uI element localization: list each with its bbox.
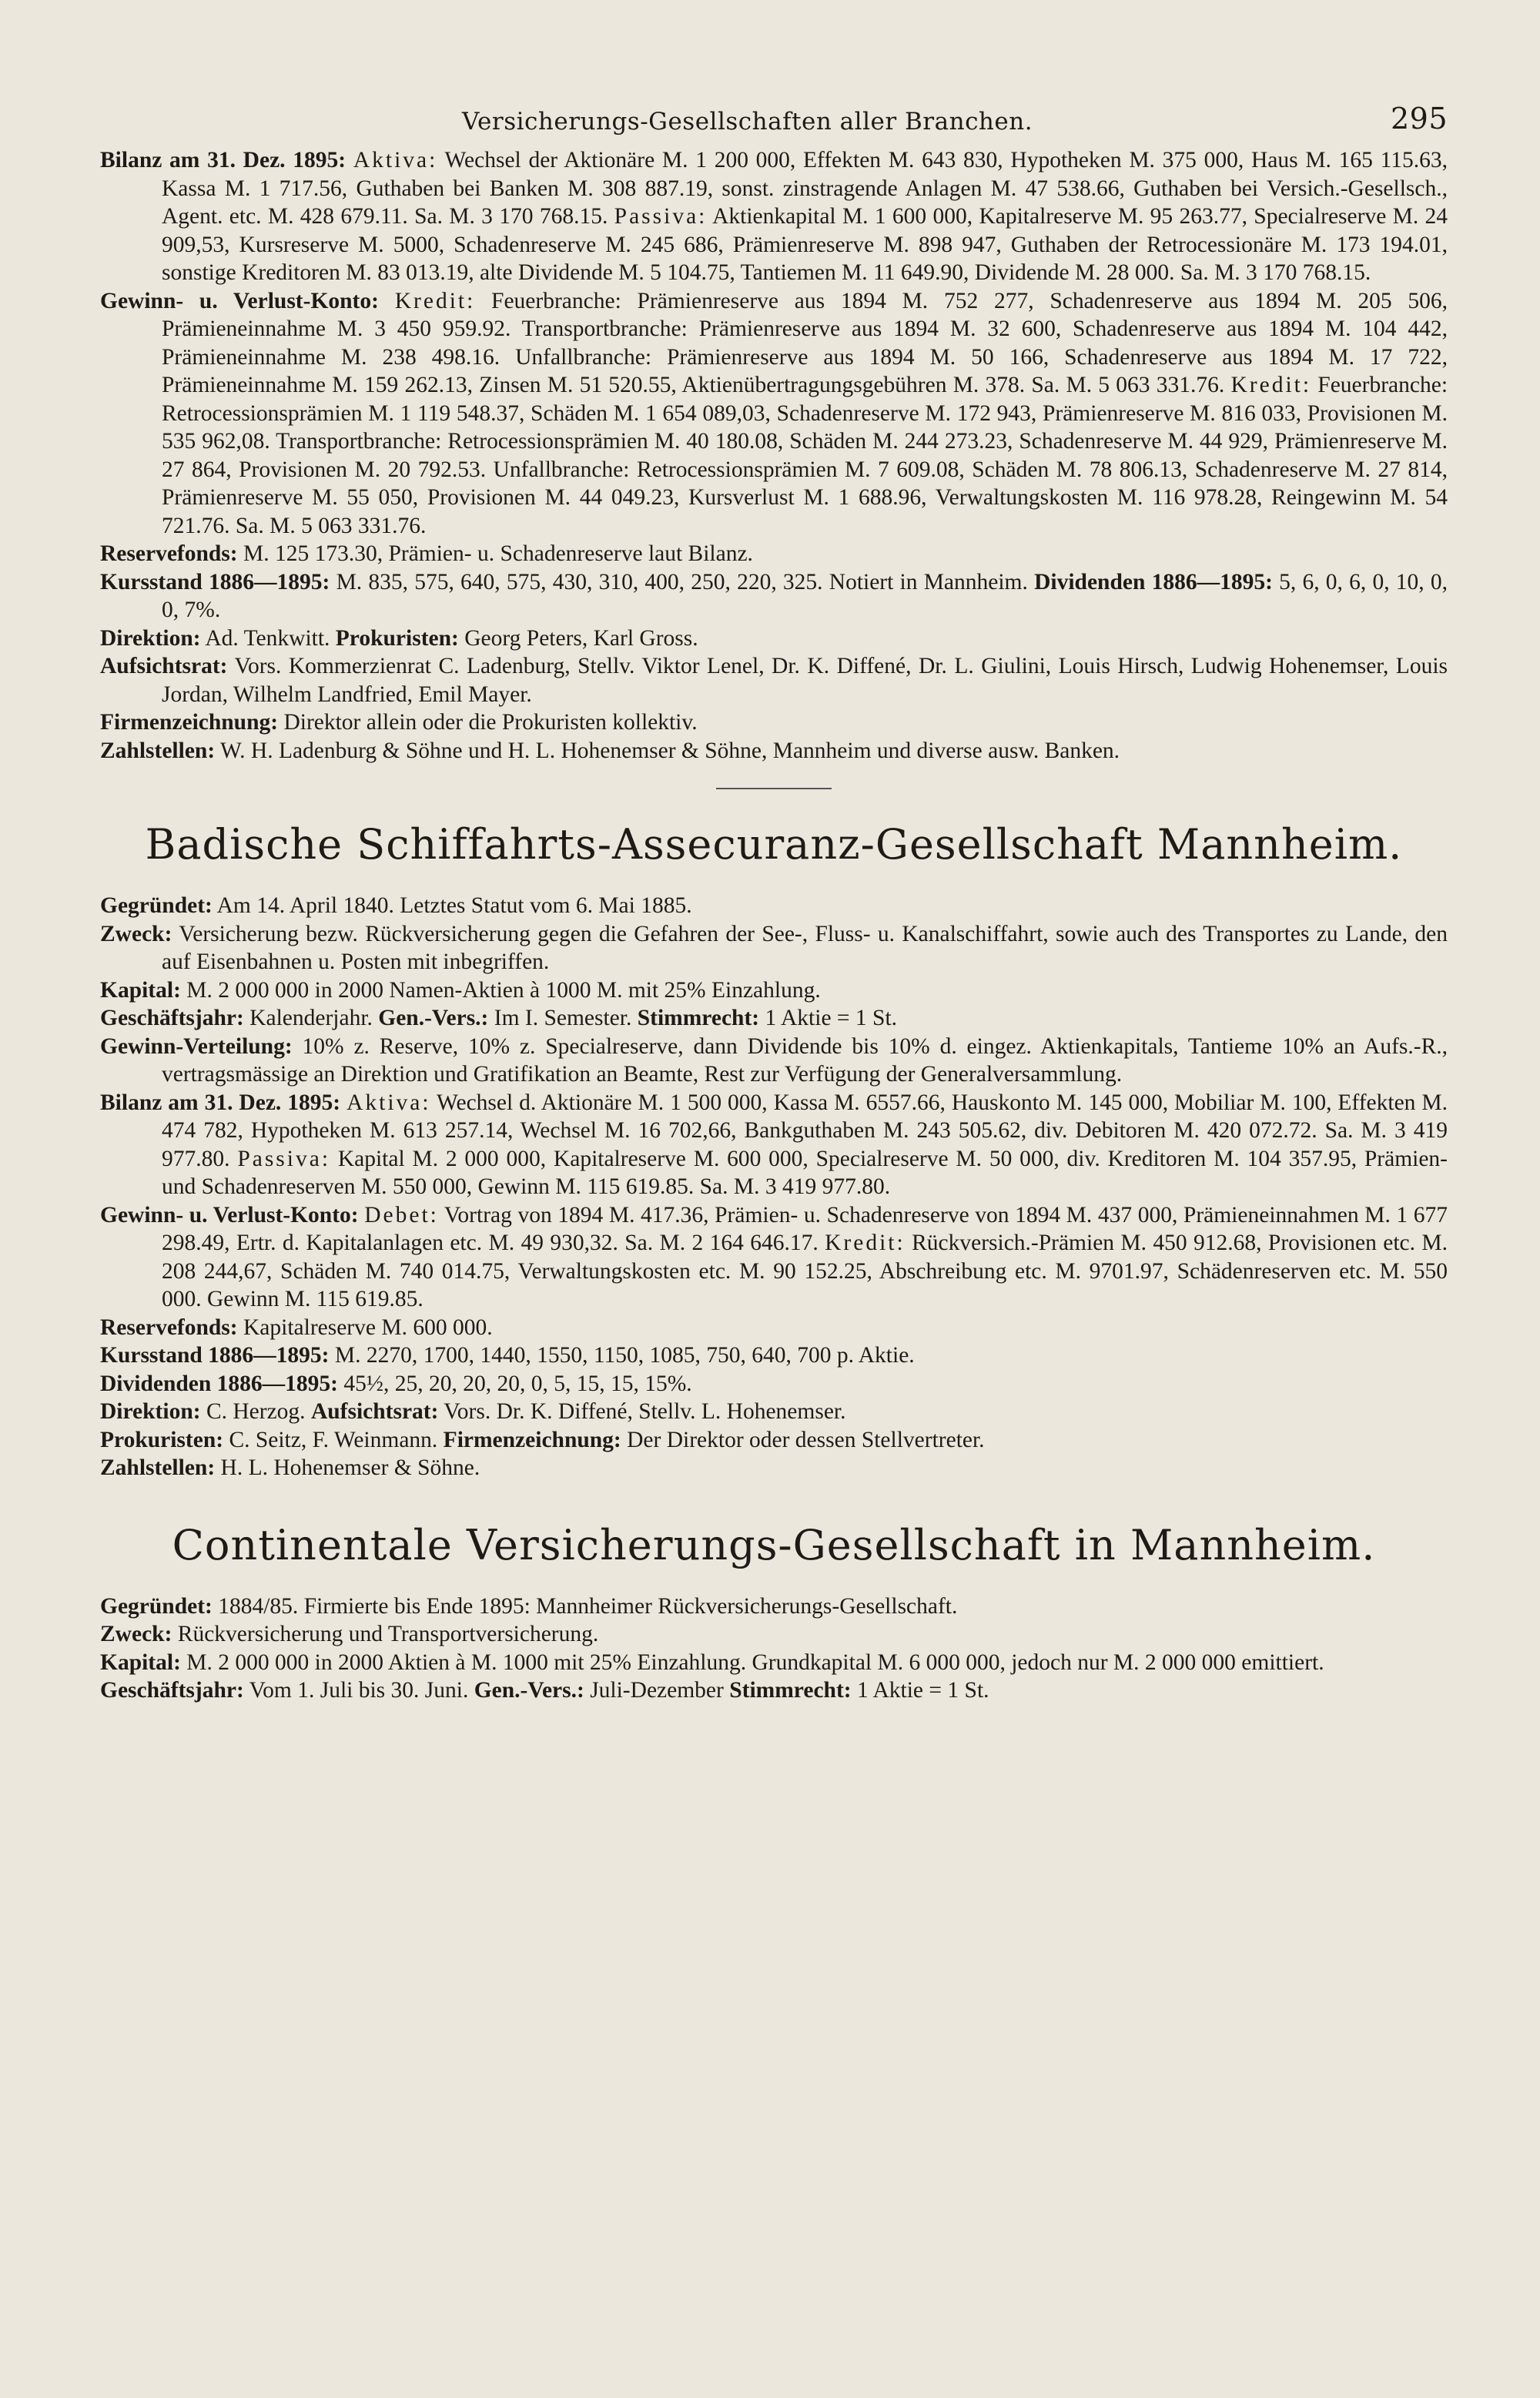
entry-label: Kapital: <box>100 977 181 1003</box>
entry-label: Gewinn- u. Verlust-Konto: <box>100 288 379 313</box>
entry-label: Reservefonds: <box>100 541 238 566</box>
section-2 <box>100 820 1448 1482</box>
firmenzeichnung-label: Firmenzeichnung: <box>443 1427 621 1452</box>
entry-label: Zahlstellen: <box>100 738 216 763</box>
entry-zahlstellen <box>100 1454 1448 1482</box>
passiva-text: Kapital M. 2 000 000, Kapitalreserve M. 600 000, Specialreserve M. 50 000, div. Kreditoren M. 104 357.95, Prämien- und Schadenreserven M. 550 000, Gewinn M. 115 619.85. Sa. M. 3 419 977.80. <box>162 1146 1448 1199</box>
firmenzeichnung-text: Der Direktor oder dessen Stellvertreter. <box>627 1427 985 1452</box>
entry-text: Direktor allein oder die Prokuristen kollektiv. <box>283 710 698 735</box>
entry-text: C. Herzog. <box>206 1399 306 1424</box>
entry-text: M. 2 000 000 in 2000 Aktien à M. 1000 mit 25% Einzahlung. Grundkapital M. 6 000 000, jedoch nur M. 2 000 000 emittiert. <box>186 1649 1324 1675</box>
section-1 <box>100 146 1448 765</box>
entry-zweck <box>100 920 1448 976</box>
entry-text: Vors. Kommerzienrat C. Ladenburg, Stellv. Viktor Lenel, Dr. K. Diffené, Dr. L. Giulini, Louis Hirsch, Ludwig Hohenemser, Louis Jordan, Wilhelm Landfried, Emil Mayer. <box>162 654 1448 707</box>
entry-text: 10% z. Reserve, 10% z. Specialreserve, dann Dividende bis 10% d. eingez. Aktienkapitals, Tantieme 10% an Aufs.-R., vertragsmässige an Direktion und Gratifikation an Beamte, Rest zur Verfügung der Generalversammlung. <box>162 1033 1448 1087</box>
debet-word: Debet: <box>364 1202 439 1227</box>
entry-label: Gewinn- u. Verlust-Konto: <box>100 1202 359 1227</box>
entry-gegruendet <box>100 1593 1448 1621</box>
gen-vers-text: Juli-Dezember <box>590 1678 724 1703</box>
entry-direktion <box>100 1398 1448 1426</box>
debet-text: Vortrag von 1894 M. 417.36, Prämien- u. Schadenreserve von 1894 M. 437 000, Prämieneinnahmen M. 1 677 298.49, Ertr. d. Kapitalanlagen etc. M. 49 930,32. Sa. M. 2 164 646.17. <box>162 1202 1448 1255</box>
aktiva-text: Wechsel d. Aktionäre M. 1 500 000, Kassa M. 6557.66, Hauskonto M. 145 000, Mobiliar M. 100, Effekten M. 474 782, Hypotheken M. 613 257.14, Wechsel M. 16 702,66, Bankguthaben M. 243 505.62, div. Debitoren M. 420 072.72. Sa. M. 3 419 977.80. <box>162 1090 1448 1171</box>
stimmrecht-label: Stimmrecht: <box>729 1678 852 1703</box>
aufsichtsrat-text: Vors. Dr. K. Diffené, Stellv. L. Hohenemser. <box>444 1399 846 1424</box>
running-head-title: Versicherungs-Gesellschaften aller Branchen. <box>462 108 1033 136</box>
entry-text: Vom 1. Juli bis 30. Juni. <box>249 1678 469 1703</box>
entry-aufsichtsrat <box>100 652 1448 708</box>
kredit-word: Kredit: <box>394 288 476 313</box>
entry-text: C. Seitz, F. Weinmann. <box>229 1427 438 1452</box>
prokuristen-label: Prokuristen: <box>335 625 459 651</box>
entry-kapital <box>100 976 1448 1005</box>
entry-label: Kursstand 1886—1895: <box>100 569 330 594</box>
entry-label: Zahlstellen: <box>100 1455 216 1480</box>
entry-label: Bilanz am 31. Dez. 1895: <box>100 1090 341 1115</box>
entry-kursstand <box>100 568 1448 625</box>
gen-vers-label: Gen.-Vers.: <box>378 1006 489 1030</box>
entry-text: Versicherung bezw. Rückversicherung gegen die Gefahren der See-, Fluss- u. Kanalschiffahrt, sowie auch des Transportes zu Lande, den auf Eisenbahnen u. Posten mit inbegriffen. <box>162 921 1448 974</box>
gen-vers-label: Gen.-Vers.: <box>474 1678 584 1703</box>
entry-zahlstellen <box>100 737 1448 765</box>
entry-reservefonds <box>100 540 1448 568</box>
entry-text: Kalenderjahr. <box>249 1006 373 1030</box>
entry-label: Kapital: <box>100 1649 181 1675</box>
kredit-word-2: Kredit: <box>1230 373 1312 397</box>
entry-dividenden <box>100 1370 1448 1398</box>
kredit-word: Kredit: <box>825 1231 906 1255</box>
dividenden-text: 5, 6, 0, 6, 0, 10, 0, 0, 7%. <box>162 569 1448 622</box>
entry-text: 1884/85. Firmierte bis Ende 1895: Mannheimer Rückversicherungs-Gesellschaft. <box>218 1593 958 1619</box>
stimmrecht-text: 1 Aktie = 1 St. <box>856 1678 989 1703</box>
entry-label: Firmenzeichnung: <box>100 710 279 735</box>
stimmrecht-label: Stimmrecht: <box>637 1006 760 1030</box>
aktiva-text: Wechsel der Aktionäre M. 1 200 000, Effekten M. 643 830, Hypotheken M. 375 000, Haus M. 165 115.63, Kassa M. 1 717.56, Guthaben bei Banken M. 308 887.19, sonst. zinstragende Anlagen M. 47 538.66, Guthaben bei Versich.-Gesellsch., Agent. etc. M. 428 679.11. Sa. M. 3 170 768.15. <box>162 148 1448 229</box>
entry-text: M. 835, 575, 640, 575, 430, 310, 400, 250, 220, 325. Notiert in Mannheim. <box>336 569 1028 594</box>
gen-vers-text: Im I. Semester. <box>494 1006 632 1030</box>
entry-gewinnverteilung <box>100 1033 1448 1089</box>
entry-kursstand <box>100 1341 1448 1370</box>
entry-geschaeftsjahr <box>100 1004 1448 1033</box>
entry-gewinn <box>100 1201 1448 1314</box>
entry-text: 45½, 25, 20, 20, 20, 0, 5, 15, 15, 15%. <box>343 1371 692 1396</box>
kredit-text: Rückversich.-Prämien M. 450 912.68, Provisionen etc. M. 208 244,67, Schäden M. 740 014.75, Verwaltungskosten etc. M. 90 152.25, Abschreibung etc. M. 9701.97, Schädenreserven etc. M. 550 000. Gewinn M. 115 619.85. <box>162 1231 1448 1311</box>
stimmrecht-text: 1 Aktie = 1 St. <box>765 1006 898 1030</box>
entry-label: Aufsichtsrat: <box>100 654 228 678</box>
entry-label: Prokuristen: <box>100 1427 224 1452</box>
aufsichtsrat-label: Aufsichtsrat: <box>310 1399 439 1424</box>
prokuristen-text: Georg Peters, Karl Gross. <box>464 625 698 651</box>
entry-label: Reservefonds: <box>100 1315 238 1340</box>
entry-zweck <box>100 1620 1448 1649</box>
running-head <box>100 100 1448 146</box>
company-title: Continentale Versicherungs-Gesellschaft in Mannheim. <box>172 1520 1376 1569</box>
entry-direktion <box>100 625 1448 653</box>
entry-label: Geschäftsjahr: <box>100 1006 244 1030</box>
company-title: Badische Schiffahrts-Assecuranz-Gesellschaft Mannheim. <box>145 820 1403 869</box>
entry-firmenzeichnung <box>100 708 1448 737</box>
entry-text: Kapitalreserve M. 600 000. <box>243 1315 493 1340</box>
entry-text: Ad. Tenkwitt. <box>205 625 330 651</box>
page-number: 295 <box>1390 102 1448 136</box>
entry-bilanz <box>100 1089 1448 1201</box>
kredit-text-2: Feuerbranche: Retrocessionsprämien M. 1 119 548.37, Schäden M. 1 654 089,03, Schadenreserve M. 172 943, Prämienreserve M. 816 033, Provisionen M. 535 962,08. Transportbranche: Retrocessionsprämien M. 40 180.08, Schäden M. 244 273.23, Schadenreserve M. 44 929, Prämienreserve M. 27 864, Provisionen M. 20 792.53. Unfallbranche: Retrocessionsprämien M. 7 609.08, Schäden M. 78 806.13, Schadenreserve M. 27 814, Prämienreserve M. 55 050, Provisionen M. 44 049.23, Kursverlust M. 1 688.96, Verwaltungskosten M. 116 978.28, Reingewinn M. 54 721.76. Sa. M. 5 063 331.76. <box>162 373 1448 538</box>
passiva-text: Aktienkapital M. 1 600 000, Kapitalreserve M. 95 263.77, Specialreserve M. 24 909,53, Kursreserve M. 5000, Schadenreserve M. 245 686, Prämienreserve M. 898 947, Guthaben der Retrocessionäre M. 173 194.01, sonstige Kreditoren M. 83 013.19, alte Dividende M. 5 104.75, Tantiemen M. 11 649.90, Dividende M. 28 000. Sa. M. 3 170 768.15. <box>162 204 1448 285</box>
entry-gegruendet <box>100 892 1448 920</box>
kredit-text: Feuerbranche: Prämienreserve aus 1894 M. 752 277, Schadenreserve aus 1894 M. 205 506, Prämieneinnahme M. 3 450 959.92. Transportbranche: Prämienreserve aus 1894 M. 32 600, Schadenreserve aus 1894 M. 104 442, Prämieneinnahme M. 238 498.16. Unfallbranche: Prämienreserve aus 1894 M. 50 166, Schadenreserve aus 1894 M. 17 722, Prämieneinnahme M. 159 262.13, Zinsen M. 51 520.55, Aktienübertragungsgebühren M. 378. Sa. M. 5 063 331.76. <box>162 288 1448 397</box>
entry-label: Direktion: <box>100 1399 201 1424</box>
entry-label: Zweck: <box>100 921 172 946</box>
aktiva-word: Aktiva: <box>353 148 438 172</box>
entry-text: Rückversicherung und Transportversicherung. <box>177 1622 599 1646</box>
entry-text: M. 2270, 1700, 1440, 1550, 1150, 1085, 750, 640, 700 p. Aktie. <box>334 1343 915 1368</box>
entry-label: Geschäftsjahr: <box>100 1678 244 1703</box>
aktiva-word: Aktiva: <box>346 1090 431 1115</box>
entry-label: Zweck: <box>100 1622 172 1646</box>
passiva-word: Passiva: <box>237 1146 331 1171</box>
entry-geschaeftsjahr <box>100 1676 1448 1705</box>
passiva-word: Passiva: <box>614 204 708 229</box>
entry-text: H. L. Hohenemser & Söhne. <box>220 1455 480 1480</box>
entry-label: Gewinn-Verteilung: <box>100 1033 293 1059</box>
entry-label: Gegründet: <box>100 893 213 918</box>
entry-text: Am 14. April 1840. Letztes Statut vom 6. Mai 1885. <box>216 893 692 918</box>
entry-kapital <box>100 1649 1448 1677</box>
entry-text: M. 125 173.30, Prämien- u. Schadenreserve laut Bilanz. <box>243 541 753 566</box>
entry-text: M. 2 000 000 in 2000 Namen-Aktien à 1000 M. mit 25% Einzahlung. <box>186 977 821 1003</box>
dividenden-label: Dividenden 1886—1895: <box>1034 569 1273 594</box>
section-divider <box>716 788 832 789</box>
entry-bilanz <box>100 146 1448 287</box>
entry-gewinn <box>100 287 1448 541</box>
entry-reservefonds <box>100 1314 1448 1342</box>
entry-label: Bilanz am 31. Dez. 1895: <box>100 148 346 172</box>
entry-text: W. H. Ladenburg & Söhne und H. L. Hohenemser & Söhne, Mannheim und diverse ausw. Banken. <box>220 738 1120 763</box>
entry-label: Gegründet: <box>100 1593 213 1619</box>
entry-label: Kursstand 1886—1895: <box>100 1343 330 1368</box>
section-3 <box>100 1521 1448 1705</box>
entry-label: Dividenden 1886—1895: <box>100 1371 338 1396</box>
entry-prokuristen <box>100 1426 1448 1455</box>
entry-label: Direktion: <box>100 625 201 651</box>
